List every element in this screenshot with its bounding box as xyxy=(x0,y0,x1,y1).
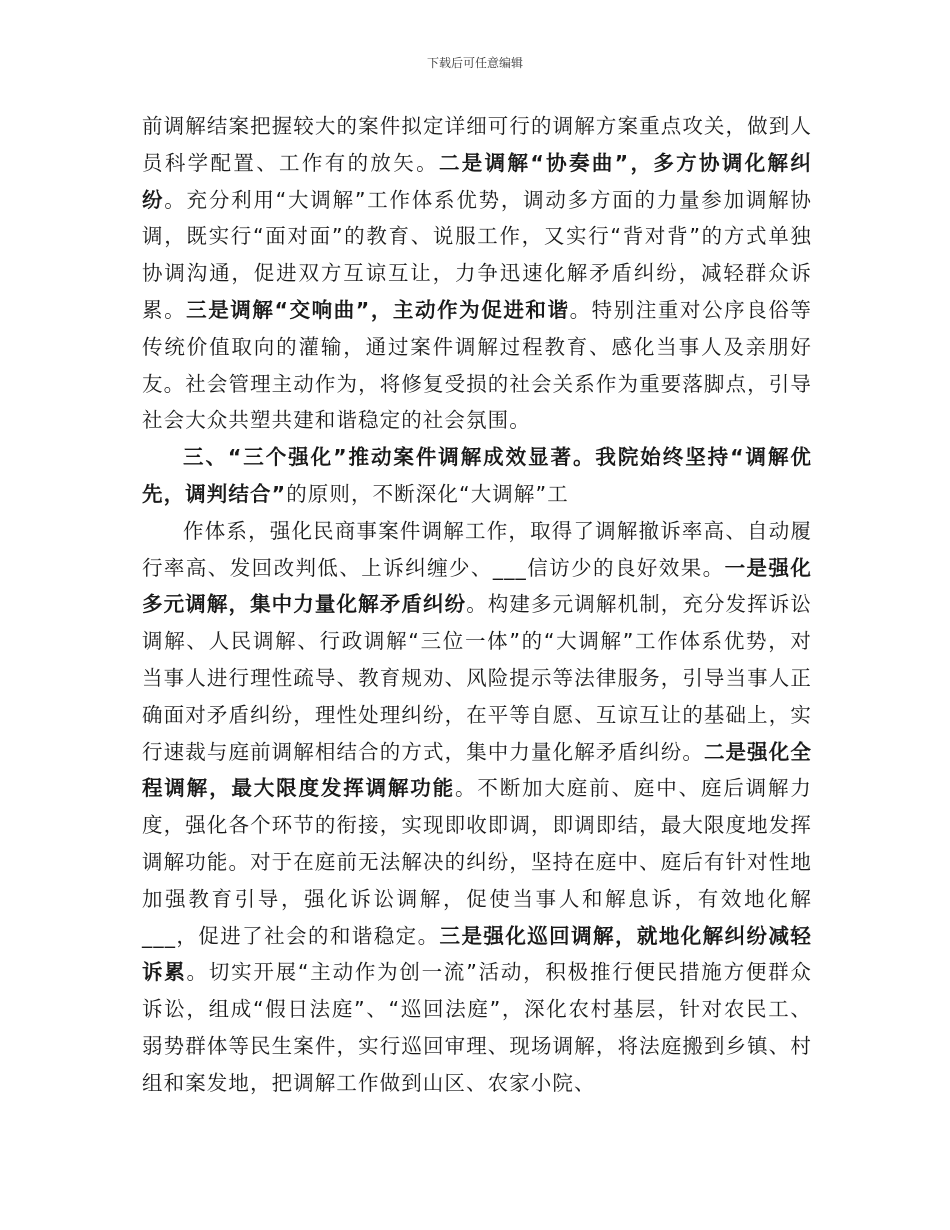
bold-heading-run: 二是调解“协奏曲”，多方协调化解纠纷 xyxy=(142,150,812,212)
text-run: 。构建多元调解机制，充分发挥诉讼调解、人民调解、行政调解“三位一体”的“大调解”工作体系优势，对当事人进行理性疏导、教育规劝、风险提示等法律服务，引导当事人正确面对矛盾纠纷，理性处理纠纷，在平等自愿、互谅互让的基础上，实行速裁与庭前调解相结合的方式，集中力量化解矛盾纠纷。 xyxy=(142,592,812,764)
header-note: 下载后可任意编辑 xyxy=(426,56,523,70)
paragraph-2 xyxy=(142,439,812,513)
text-run: 前调解结案把握较大的案件拟定详细可行的调解方案重点攻关，做到人员科学配置、工作有的放矢。 xyxy=(142,114,812,175)
bold-heading-run: 一是强化多元调解，集中力量化解矛盾纠纷 xyxy=(142,555,812,617)
paragraph-1 xyxy=(142,108,812,439)
text-run: 作体系，强化民商事案件调解工作，取得了调解撤诉率高、自动履行率高、发回改判低、上诉纠缠少、___信访少的良好效果。 xyxy=(142,518,812,580)
text-run: 的原则，不断深化“大调解”工 xyxy=(286,481,569,506)
text-run: 。切实开展“主动作为创一流”活动，积极推行便民措施方便群众诉讼，组成“假日法庭”、“巡回法庭”，深化农村基层，针对农民工、弱势群体等民生案件，实行巡回审理、现场调解，将法庭搬到乡镇、村组和案发地，把调解工作做到山区、农家小院、 xyxy=(142,960,812,1095)
section-heading: 三、“三个强化”推动案件调解成效显著。我院始终坚持“调解优先，调判结合” xyxy=(142,445,812,506)
body-text xyxy=(142,108,812,1102)
text-run: 。不断加大庭前、庭中、庭后调解力度，强化各个环节的衔接，实现即收即调，即调即结，最大限度地发挥调解功能。对于在庭前无法解决的纠纷，坚持在庭中、庭后有针对性地加强教育引导，强化诉讼调解，促使当事人和解息诉，有效地化解___，促进了社会的和谐稳定。 xyxy=(142,776,812,948)
bold-heading-run: 三是强化巡回调解，就地化解纠纷减轻诉累 xyxy=(142,923,812,985)
text-run: 。特别注重对公序良俗等传统价值取向的灌输，通过案件调解过程教育、感化当事人及亲朋好友。社会管理主动作为，将修复受损的社会关系作为重要落脚点，引导社会大众共塑共建和谐稳定的社会氛围。 xyxy=(142,297,813,433)
paragraph-3 xyxy=(142,513,812,1102)
bold-heading-run: 二是强化全程调解，最大限度发挥调解功能 xyxy=(142,739,812,801)
bold-heading-run: 三是调解“交响曲”，主动作为促进和谐 xyxy=(186,297,570,322)
text-run: 。充分利用“大调解”工作体系优势，调动多方面的力量参加调解协调，既实行“面对面”的教育、说服工作，又实行“背对背”的方式单独协调沟通，促进双方互谅互让，力争迅速化解矛盾纠纷，减轻群众诉累。 xyxy=(142,187,812,322)
